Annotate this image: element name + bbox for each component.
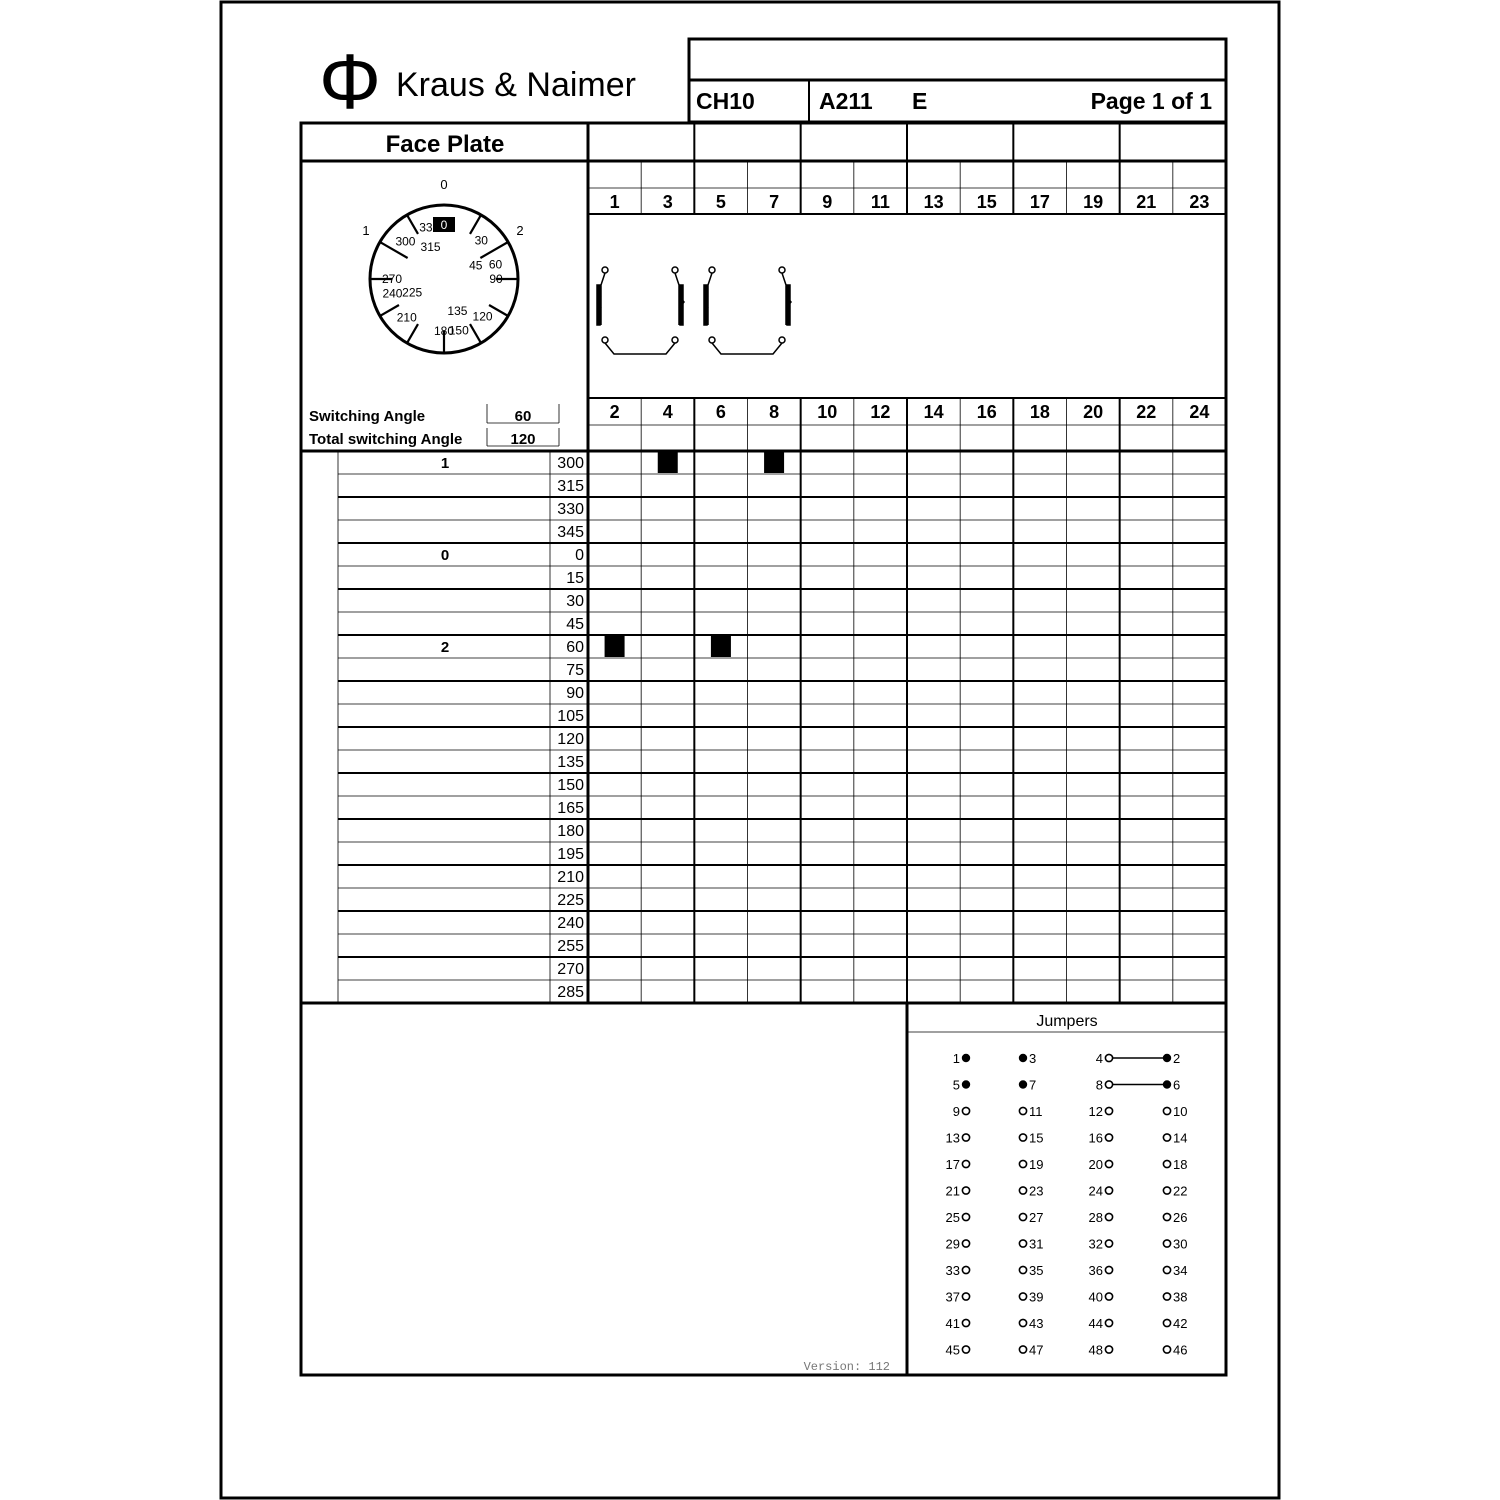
terminal-dot-open-icon — [1163, 1213, 1170, 1220]
dial-angle-45: 45 — [469, 258, 483, 273]
jumper-terminal-label: 38 — [1173, 1289, 1188, 1305]
face-plate-title: Face Plate — [385, 131, 505, 158]
variant-code: E — [912, 88, 928, 114]
jumper-row — [946, 1184, 1188, 1199]
jumper-terminal-label: 30 — [1173, 1236, 1188, 1252]
table-row — [557, 800, 584, 817]
dial-tick-330 — [407, 215, 418, 234]
jumper-terminal-label: 32 — [1088, 1236, 1103, 1252]
terminal-bottom-12: 12 — [870, 402, 891, 422]
row-angle: 105 — [557, 708, 584, 725]
row-position: 1 — [440, 455, 450, 472]
dial-angle-135: 135 — [447, 303, 468, 318]
row-angle: 0 — [575, 547, 584, 564]
row-angle: 180 — [557, 823, 584, 840]
version-label: Version: 112 — [803, 1360, 890, 1374]
closed-contact-mark — [711, 636, 731, 657]
terminal-dot-open-icon — [1019, 1213, 1026, 1220]
table-row — [557, 478, 584, 495]
switch-type: CH10 — [696, 88, 755, 114]
terminal-top-5: 5 — [715, 192, 726, 212]
jumper-terminal-label: 10 — [1173, 1104, 1188, 1119]
row-angle: 300 — [557, 455, 584, 472]
terminal-bottom-2: 2 — [609, 402, 620, 422]
terminal-dot-open-icon — [1105, 1213, 1112, 1220]
terminal-top-19: 19 — [1083, 192, 1104, 212]
terminal-dot-open-icon — [1105, 1134, 1112, 1141]
jumper-terminal-label: 9 — [952, 1104, 960, 1119]
jumper-terminal-label: 22 — [1173, 1183, 1188, 1199]
closed-contact-mark — [658, 452, 678, 473]
jumper-terminal-label: 42 — [1173, 1316, 1188, 1331]
terminal-dot-open-icon — [962, 1160, 969, 1167]
row-angle: 30 — [566, 593, 584, 610]
dial-angle-0: 0 — [440, 218, 448, 232]
jumper-terminal-label: 40 — [1088, 1289, 1103, 1305]
dial-angle-30: 30 — [474, 233, 488, 248]
terminal-dot-open-icon — [1163, 1346, 1170, 1353]
contact-symbol-1-4 — [597, 267, 684, 354]
table-row — [557, 915, 584, 932]
jumper-terminal-label: 4 — [1095, 1051, 1103, 1066]
table-row — [441, 547, 584, 564]
title-block — [689, 39, 1226, 122]
jumper-terminal-label: 11 — [1029, 1104, 1043, 1119]
terminal-dot-open-icon — [1105, 1081, 1112, 1088]
table-row — [557, 984, 584, 1001]
terminal-dot-open-icon — [1163, 1266, 1170, 1273]
row-angle: 120 — [557, 731, 584, 748]
row-angle: 75 — [566, 662, 584, 679]
dial-angle-270: 270 — [381, 272, 403, 286]
terminal-dot-open-icon — [1019, 1134, 1026, 1141]
dial-label-top: 0 — [440, 177, 448, 192]
total-switching-angle-value: 120 — [510, 431, 536, 448]
terminal-dot-filled-icon — [963, 1081, 970, 1088]
switching-program-table — [338, 451, 1226, 1003]
jumpers-title: Jumpers — [1036, 1013, 1098, 1030]
terminal-dot-open-icon — [1105, 1054, 1112, 1061]
table-row — [557, 846, 584, 863]
terminal-top-23: 23 — [1189, 192, 1210, 212]
brand-name: Kraus & Naimer — [396, 66, 636, 104]
table-row — [441, 639, 584, 656]
terminal-dot-open-icon — [962, 1240, 969, 1247]
jumper-terminal-label: 17 — [945, 1157, 960, 1172]
jumper-terminal-label: 44 — [1088, 1316, 1103, 1331]
row-angle: 195 — [557, 846, 584, 863]
terminal-dot-open-icon — [1019, 1293, 1026, 1300]
jumper-terminal-label: 26 — [1173, 1210, 1188, 1225]
page-indicator: Page 1 of 1 — [1090, 88, 1212, 114]
jumper-terminal-label: 23 — [1029, 1183, 1044, 1199]
jumper-row — [946, 1157, 1188, 1172]
jumper-terminal-label: 41 — [945, 1316, 960, 1331]
jumper-row — [953, 1104, 1188, 1119]
terminal-dot-open-icon — [1163, 1160, 1170, 1167]
terminal-dot-open-icon — [1105, 1293, 1112, 1300]
jumper-row — [946, 1343, 1188, 1358]
terminal-dot-open-icon — [962, 1107, 969, 1114]
table-row — [566, 593, 584, 610]
jumper-terminal-label: 34 — [1173, 1263, 1188, 1278]
terminal-bottom-8: 8 — [769, 402, 780, 422]
jumper-row — [946, 1316, 1188, 1331]
table-row — [566, 685, 584, 702]
terminal-bottom-22: 22 — [1136, 402, 1157, 422]
total-switching-angle-label: Total switching Angle — [309, 431, 463, 448]
jumper-terminal-label: 16 — [1088, 1130, 1103, 1146]
dial-label-left: 1 — [362, 223, 370, 238]
jumper-terminal-label: 7 — [1029, 1077, 1037, 1093]
terminal-top-9: 9 — [822, 192, 833, 212]
switching-angle-value: 60 — [514, 408, 532, 425]
dial-angle-90: 90 — [489, 272, 503, 286]
terminal-bottom-14: 14 — [923, 402, 944, 422]
dial-angle-300: 300 — [395, 234, 416, 249]
jumper-row — [946, 1131, 1188, 1146]
terminal-top-11: 11 — [870, 192, 890, 212]
jumper-terminal-label: 39 — [1029, 1289, 1044, 1305]
terminal-dot-open-icon — [1105, 1266, 1112, 1273]
terminal-dot-open-icon — [1163, 1240, 1170, 1247]
terminal-dot-open-icon — [1019, 1240, 1026, 1247]
terminal-bottom-18: 18 — [1029, 402, 1050, 422]
row-angle: 240 — [557, 915, 584, 932]
jumper-row — [953, 1078, 1180, 1093]
dial-angle-60: 60 — [488, 257, 503, 272]
table-row — [566, 616, 584, 633]
terminal-dot-open-icon — [1105, 1319, 1112, 1326]
row-angle: 255 — [557, 938, 584, 955]
row-angle: 60 — [566, 639, 584, 656]
terminal-bottom-16: 16 — [976, 402, 997, 422]
terminal-dot-open-icon — [962, 1187, 969, 1194]
jumper-terminal-label: 35 — [1029, 1263, 1044, 1278]
jumper-terminal-label: 31 — [1029, 1236, 1044, 1252]
jumper-terminal-label: 28 — [1088, 1210, 1103, 1225]
terminal-bottom-24: 24 — [1189, 402, 1210, 422]
jumper-terminal-label: 13 — [945, 1130, 960, 1146]
terminal-dot-open-icon — [962, 1346, 969, 1353]
row-angle: 90 — [566, 685, 584, 702]
table-row — [557, 961, 584, 978]
dial-angle-330: 330 — [419, 220, 440, 235]
jumper-terminal-label: 3 — [1029, 1051, 1037, 1066]
table-row — [557, 708, 584, 725]
terminal-dot-open-icon — [1163, 1293, 1170, 1300]
jumper-terminal-label: 24 — [1088, 1183, 1103, 1199]
jumper-terminal-label: 8 — [1095, 1077, 1103, 1093]
terminal-bottom-20: 20 — [1083, 402, 1104, 422]
row-position: 0 — [440, 547, 450, 564]
jumper-terminal-label: 25 — [945, 1210, 960, 1225]
brand-logo — [319, 37, 636, 125]
terminal-dot-open-icon — [1019, 1319, 1026, 1326]
row-angle: 135 — [557, 754, 584, 771]
table-row — [557, 501, 584, 518]
row-angle: 330 — [557, 501, 584, 518]
terminal-dot-open-icon — [1105, 1107, 1112, 1114]
row-position: 2 — [440, 639, 450, 656]
dial-tick-30 — [470, 215, 481, 234]
jumper-terminal-label: 27 — [1029, 1210, 1044, 1225]
row-angle: 45 — [566, 616, 584, 633]
table-row — [557, 869, 584, 886]
terminal-dot-open-icon — [1163, 1107, 1170, 1114]
jumper-terminal-label: 14 — [1173, 1130, 1188, 1146]
terminal-top-21: 21 — [1136, 192, 1157, 212]
jumper-terminal-label: 48 — [1088, 1342, 1103, 1358]
jumper-terminal-label: 12 — [1088, 1104, 1103, 1119]
dial-angle-180: 180 — [433, 324, 455, 338]
table-row — [557, 754, 584, 771]
terminal-dot-open-icon — [962, 1134, 969, 1141]
jumper-terminal-label: 45 — [945, 1342, 960, 1358]
jumpers-panel — [907, 1013, 1226, 1358]
program-code: A211 — [819, 88, 873, 114]
table-row — [557, 892, 584, 909]
terminal-dot-open-icon — [1105, 1187, 1112, 1194]
row-angle: 210 — [557, 869, 584, 886]
terminal-bottom-4: 4 — [662, 402, 673, 422]
terminal-dot-open-icon — [962, 1213, 969, 1220]
terminal-header-grid — [610, 123, 1210, 451]
terminal-dot-open-icon — [1105, 1160, 1112, 1167]
jumper-row — [946, 1263, 1188, 1278]
terminal-dot-open-icon — [1019, 1266, 1026, 1273]
terminal-dot-filled-icon — [1020, 1081, 1027, 1088]
jumper-terminal-label: 20 — [1088, 1157, 1103, 1172]
dial-angle-210: 210 — [396, 310, 417, 325]
closed-contact-mark — [605, 636, 625, 657]
jumper-terminal-label: 1 — [952, 1051, 960, 1066]
jumper-row — [946, 1237, 1188, 1252]
jumper-row — [953, 1051, 1180, 1066]
jumper-terminal-label: 36 — [1088, 1263, 1103, 1278]
dial-tick-150 — [470, 324, 481, 343]
dial-angle-120: 120 — [472, 309, 493, 324]
closed-contact-mark — [764, 452, 784, 473]
row-angle: 315 — [557, 478, 584, 495]
jumper-terminal-label: 18 — [1173, 1157, 1188, 1172]
contact-symbol-5-8 — [704, 267, 791, 354]
terminal-top-3: 3 — [662, 192, 673, 212]
row-angle: 270 — [557, 961, 584, 978]
table-row — [566, 662, 584, 679]
row-angle: 15 — [566, 570, 584, 587]
terminal-top-1: 1 — [609, 192, 620, 212]
jumper-terminal-label: 43 — [1029, 1316, 1044, 1331]
terminal-dot-filled-icon — [1164, 1081, 1171, 1088]
row-angle: 165 — [557, 800, 584, 817]
switching-angles — [309, 404, 559, 448]
dial-label-right: 2 — [516, 223, 524, 238]
terminal-dot-open-icon — [1019, 1107, 1026, 1114]
terminal-dot-open-icon — [1105, 1240, 1112, 1247]
row-angle: 285 — [557, 984, 584, 1001]
face-plate-dial — [370, 205, 518, 353]
jumper-terminal-label: 47 — [1029, 1342, 1044, 1358]
row-angle: 150 — [557, 777, 584, 794]
terminal-top-17: 17 — [1029, 192, 1050, 212]
terminal-dot-open-icon — [1019, 1160, 1026, 1167]
jumper-terminal-label: 46 — [1173, 1342, 1188, 1358]
dial-tick-210 — [407, 324, 418, 343]
table-row — [557, 777, 584, 794]
terminal-bottom-6: 6 — [715, 402, 726, 422]
terminal-dot-filled-icon — [1164, 1055, 1171, 1062]
table-row — [557, 524, 584, 541]
terminal-dot-open-icon — [962, 1319, 969, 1326]
jumper-row — [946, 1290, 1188, 1305]
terminal-top-15: 15 — [976, 192, 997, 212]
table-row — [441, 455, 584, 472]
jumper-row — [946, 1210, 1188, 1225]
row-angle: 345 — [557, 524, 584, 541]
jumper-terminal-label: 29 — [945, 1236, 960, 1252]
dial-angle-225: 225 — [402, 285, 423, 300]
table-row — [557, 938, 584, 955]
table-row — [557, 823, 584, 840]
terminal-dot-open-icon — [1105, 1346, 1112, 1353]
terminal-dot-open-icon — [962, 1266, 969, 1273]
terminal-dot-open-icon — [1163, 1319, 1170, 1326]
jumper-terminal-label: 21 — [945, 1183, 960, 1199]
terminal-dot-open-icon — [1163, 1187, 1170, 1194]
dial-angle-240: 240 — [382, 286, 403, 301]
terminal-dot-open-icon — [962, 1293, 969, 1300]
terminal-dot-filled-icon — [963, 1055, 970, 1062]
terminal-top-13: 13 — [923, 192, 944, 212]
switching-angle-label: Switching Angle — [309, 408, 426, 425]
jumper-terminal-label: 6 — [1173, 1077, 1181, 1093]
phi-logo-icon: Φ — [318, 37, 382, 125]
terminal-dot-open-icon — [1019, 1346, 1026, 1353]
terminal-bottom-10: 10 — [817, 402, 838, 422]
table-row — [557, 731, 584, 748]
dial-angle-315: 315 — [420, 240, 441, 255]
terminal-top-7: 7 — [769, 192, 780, 212]
dial-angle-150: 150 — [448, 323, 469, 338]
jumpers-list — [946, 1051, 1188, 1358]
terminal-dot-open-icon — [1019, 1187, 1026, 1194]
terminal-dot-filled-icon — [1020, 1055, 1027, 1062]
jumper-terminal-label: 5 — [952, 1077, 960, 1093]
main-frame — [301, 123, 1226, 1375]
table-row — [566, 570, 584, 587]
jumper-terminal-label: 33 — [945, 1263, 960, 1278]
terminal-dot-open-icon — [1163, 1134, 1170, 1141]
row-angle: 225 — [557, 892, 584, 909]
contact-diagram — [597, 267, 791, 354]
jumper-terminal-label: 19 — [1029, 1157, 1044, 1172]
jumper-terminal-label: 37 — [945, 1289, 960, 1305]
jumper-terminal-label: 15 — [1029, 1130, 1044, 1146]
jumper-terminal-label: 2 — [1173, 1051, 1181, 1066]
